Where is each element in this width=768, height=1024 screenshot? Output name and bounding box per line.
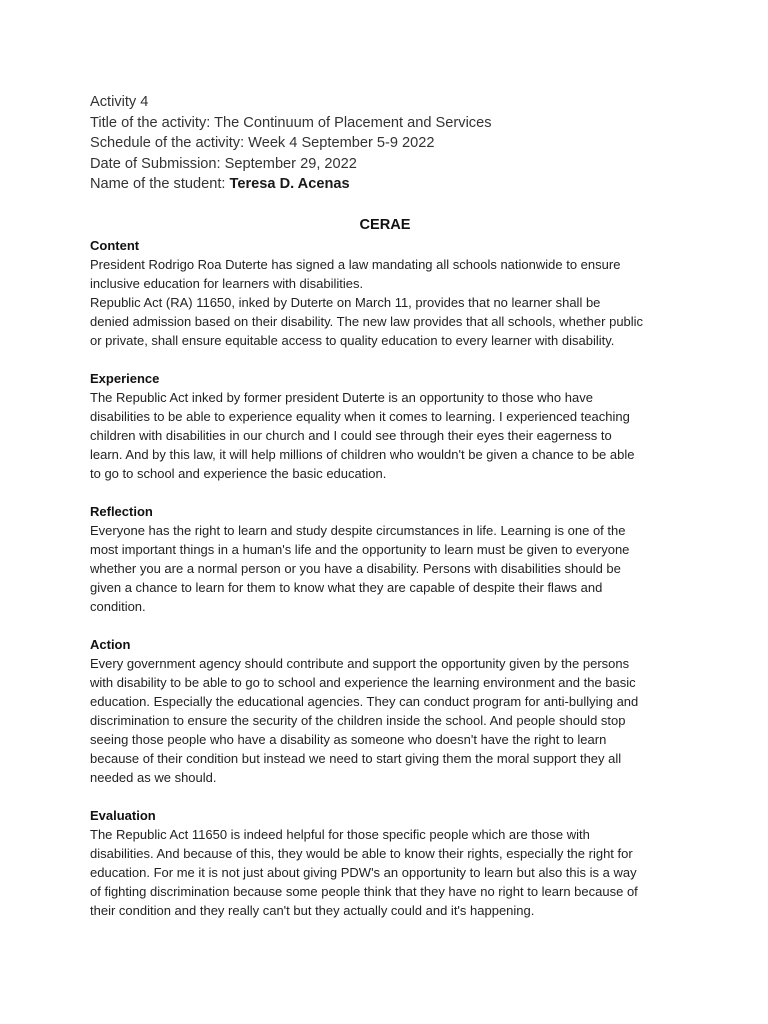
paragraph-line: to go to school and experience the basic education. <box>90 466 387 481</box>
section-heading: Action <box>90 637 131 652</box>
paragraph-line: discrimination to ensure the security of the children inside the school. And people should stop <box>90 713 626 728</box>
activity-header <box>90 92 690 195</box>
paragraph-line: of fighting discrimination because some people think that they have no right to learn because of <box>90 884 638 899</box>
paragraph-line: disabilities to be able to experience equality when it comes to learning. I experienced teaching <box>90 409 630 424</box>
section-heading: Experience <box>90 371 160 386</box>
document-body <box>90 236 690 939</box>
section-action <box>90 635 690 787</box>
activity-number: Activity 4 <box>90 94 149 110</box>
paragraph-line: The Republic Act inked by former president Duterte is an opportunity to those who have <box>90 390 593 405</box>
paragraph-line: given a chance to learn for them to know what they are capable of despite their flaws and <box>90 580 603 595</box>
student-name: Teresa D. Acenas <box>229 176 350 192</box>
paragraph-line: condition. <box>90 599 146 614</box>
paragraph-line: because of their condition but instead we need to start giving them the moral support they all <box>90 751 622 766</box>
paragraph-line: whether you are a normal person or you have a disability. Persons with disabilities should be <box>90 561 621 576</box>
section-evaluation <box>90 806 690 920</box>
paragraph-line: disabilities. And because of this, they would be able to know their rights, especially the right for <box>90 846 633 861</box>
document-title: CERAE <box>359 217 411 233</box>
section-content <box>90 236 690 350</box>
paragraph-line: or private, shall ensure equitable access to quality education to every learner with disability. <box>90 333 615 348</box>
student-label: Name of the student: <box>90 176 230 192</box>
section-heading: Reflection <box>90 504 153 519</box>
paragraph-line: most important things in a human's life and the opportunity to learn must be given to everyone <box>90 542 630 557</box>
paragraph-line: Everyone has the right to learn and study despite circumstances in life. Learning is one of the <box>90 523 626 538</box>
paragraph-line: learn. And by this law, it will help millions of children who wouldn't be given a chance to be able <box>90 447 635 462</box>
paragraph-line: education. Especially the educational agencies. They can conduct program for anti-bullying and <box>90 694 639 709</box>
paragraph-line: inclusive education for learners with disabilities. <box>90 276 364 291</box>
paragraph-line: The Republic Act 11650 is indeed helpful for those specific people which are those with <box>90 827 590 842</box>
submission-date: Date of Submission: September 29, 2022 <box>90 155 357 172</box>
activity-schedule: Schedule of the activity: Week 4 September 5-9 2022 <box>90 135 435 151</box>
section-heading: Evaluation <box>90 808 156 823</box>
paragraph-line: President Rodrigo Roa Duterte has signed a law mandating all schools nationwide to ensure <box>90 257 621 272</box>
section-reflection <box>90 502 690 616</box>
section-experience <box>90 369 690 483</box>
paragraph-line: seeing those people who have a disability as someone who doesn't have the right to learn <box>90 732 607 747</box>
paragraph-line: children with disabilities in our church and I could see through their eyes their eagerness to <box>90 428 612 443</box>
paragraph-line: Republic Act (RA) 11650, inked by Duterte on March 11, provides that no learner shall be <box>90 295 601 310</box>
activity-title: Title of the activity: The Continuum of Placement and Services <box>90 114 492 131</box>
paragraph-line: with disability to be able to go to school and experience the learning environment and the basic <box>90 675 636 690</box>
paragraph-line: education. For me it is not just about giving PDW's an opportunity to learn but also this is a way <box>90 865 637 880</box>
paragraph-line: needed as we should. <box>90 770 217 785</box>
student-line <box>90 174 690 195</box>
paragraph-line: denied admission based on their disability. The new law provides that all schools, whether public <box>90 314 644 329</box>
paragraph-line: their condition and they really can't but they actually could and it's happening. <box>90 903 535 918</box>
paragraph-line: Every government agency should contribute and support the opportunity given by the persons <box>90 656 630 671</box>
section-heading: Content <box>90 238 140 253</box>
